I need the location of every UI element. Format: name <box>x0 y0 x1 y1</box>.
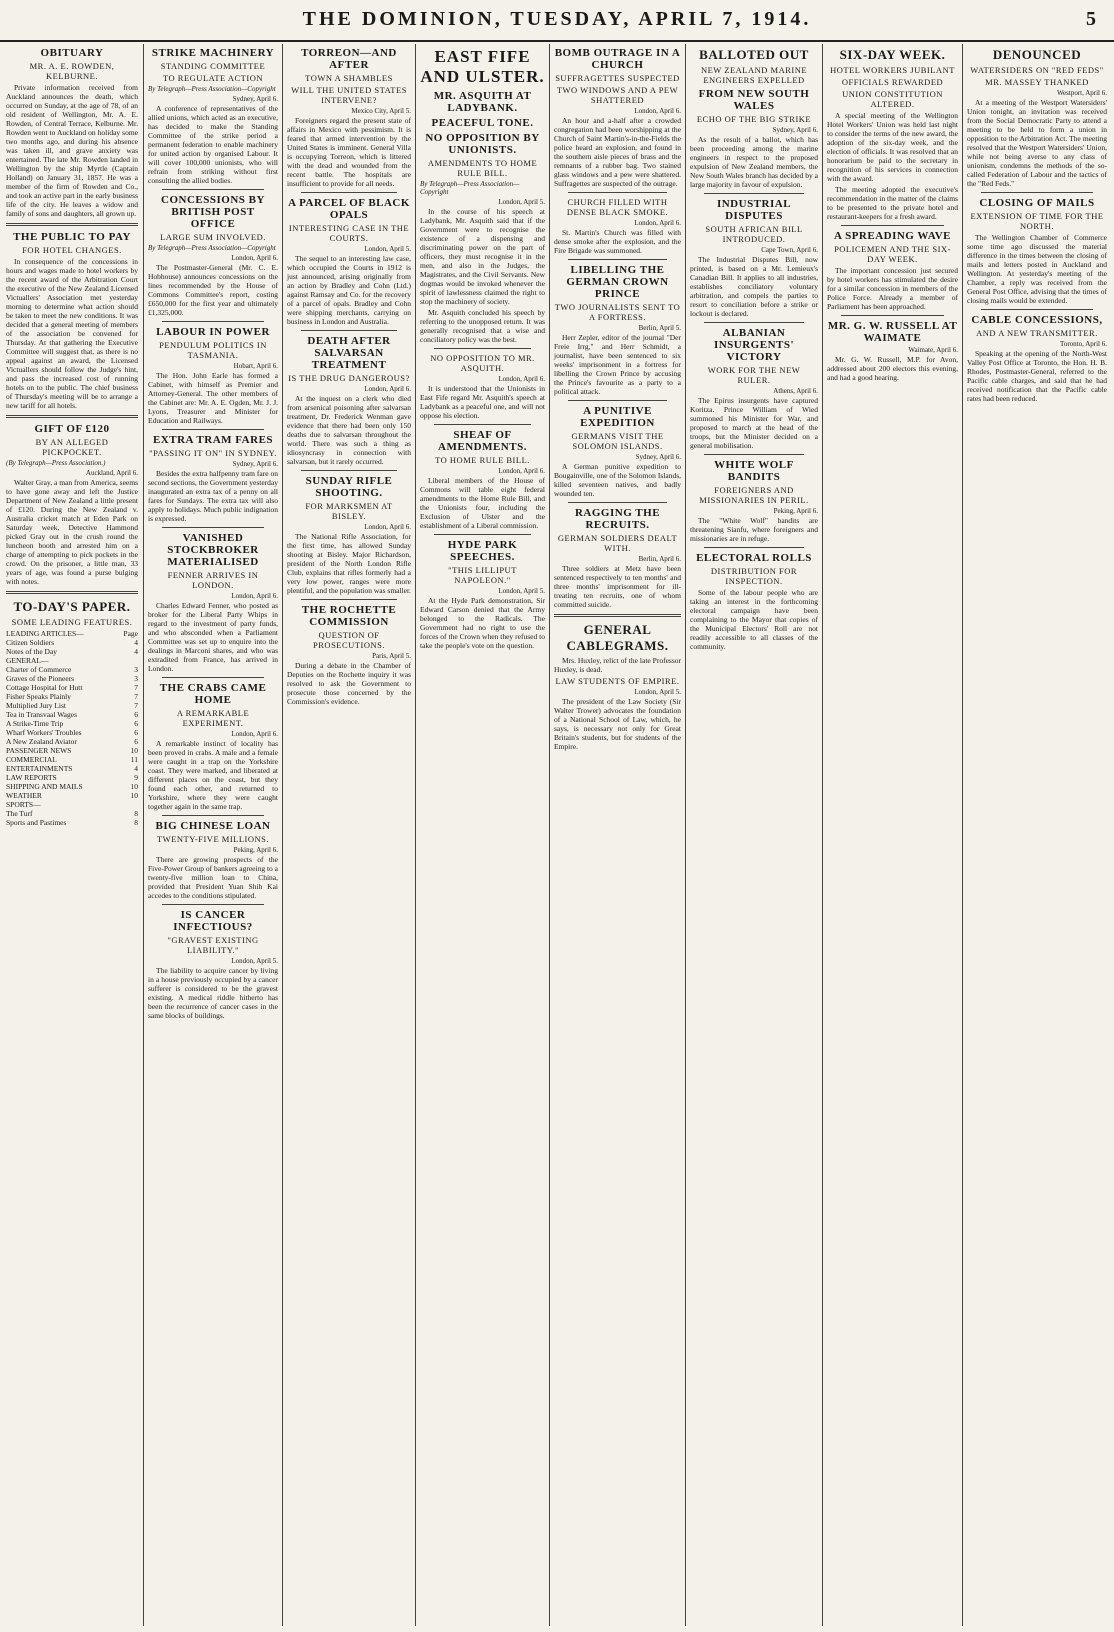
amendments-text: Liberal members of the House of Commons will table eight federal amendments to the Home Rule Bill, and the Unionists four, including the Exclusion of Ulster and the establishment of a Liberal commission. <box>420 476 545 530</box>
rifle-heading: SUNDAY RIFLE SHOOTING. <box>305 475 393 499</box>
date: London, April 6. <box>634 107 681 115</box>
industrial-heading: INDUSTRIAL DISPUTES <box>716 198 792 222</box>
salvarsan-heading: DEATH AFTER SALVARSAN TREATMENT <box>307 335 391 371</box>
index-page: 6 <box>134 728 138 737</box>
loan-text: There are growing prospects of the Five-Power Group of bankers agreeing to a twenty-five million loan to China, provided that President Yuan Shih Kai accedes to the conditions stipulated. <box>148 855 278 900</box>
divider <box>301 470 397 471</box>
todays-paper-subheading: SOME LEADING FEATURES. <box>11 617 133 627</box>
amendments-heading: SHEAF OF AMENDMENTS. <box>438 429 527 453</box>
date: London, April 6. <box>364 385 411 393</box>
divider <box>434 534 531 535</box>
date: Cape Town, April 6. <box>761 246 818 254</box>
index-page: 3 <box>134 674 138 683</box>
spreading-wave-heading: A SPREADING WAVE <box>833 230 951 242</box>
electoral-text: Some of the labour people who are taking an interest in the forthcoming electoral campaign have been complaining to the Mayor that copies of the Municipal Electors' Roll are not readily accessible to all classes of the community. <box>690 588 818 651</box>
salvarsan-subheading: IS THE DRUG DANGEROUS? <box>288 373 410 383</box>
index-label: GENERAL— <box>6 656 49 665</box>
opals-heading: A PARCEL OF BLACK OPALS <box>288 197 410 221</box>
six-day-subheading-2: OFFICIALS REWARDED <box>841 77 944 87</box>
cable-concessions-text: Speaking at the opening of the North-West Valley Post Office at Toronto, the Hon. H. B. Rhodes, Postmaster-General, referred to the Pacific cable charges, and said that he had received notification that the Pacific cable rates had been reduced. <box>967 349 1107 403</box>
index-label: A Strike-Time Trip <box>6 719 64 728</box>
divider <box>162 189 264 190</box>
stockbroker-heading: VANISHED STOCKBROKER MATERIALISED <box>167 532 259 568</box>
divider <box>162 527 264 528</box>
index-row <box>6 809 138 818</box>
divider <box>162 429 264 430</box>
cancer-text: The liability to acquire cancer by living in a house previously occupied by a cancer sufferer is considered to be the gravest existing. A medical riddle hitherto has been the recurrence of cancer cases in the same blocks of buildings. <box>148 966 278 1020</box>
intervene-subheading: WILL THE UNITED STATES INTERVENE? <box>291 85 407 105</box>
index-row <box>6 647 138 656</box>
denounced-heading: DENOUNCED <box>992 47 1082 62</box>
divider <box>704 193 804 194</box>
industrial-subheading: SOUTH AFRICAN BILL INTRODUCED. <box>705 224 803 244</box>
six-day-text: A special meeting of the Wellington Hotel Workers' Union was held last night to consider the terms of the new award, the adoption of the six-day week, and the election of officials. It was resolved that an honorarium be paid to the secretary in recognition of his services in connection with the award. <box>827 111 958 183</box>
index-label: A New Zealand Aviator <box>6 737 77 746</box>
divider <box>434 424 531 425</box>
divider <box>162 321 264 322</box>
gift-subheading: BY AN ALLEGED PICKPOCKET. <box>35 437 109 457</box>
balloted-subheading-2: FROM NEW SOUTH WALES <box>698 88 810 112</box>
law-students-text: The president of the Law Society (Sir Walter Trower) advocates the foundation of a National School of Law, which, he says, is necessary not only for Great Britain's students, but for students of the Empire. <box>554 697 681 751</box>
divider <box>301 330 397 331</box>
date: London, April 5. <box>634 688 681 696</box>
date: London, April 6. <box>231 592 278 600</box>
index-row <box>6 800 138 809</box>
gift-heading: GIFT OF £120 <box>34 423 110 435</box>
strike-heading: STRIKE MACHINERY <box>151 47 275 59</box>
divider <box>704 547 804 548</box>
mails-heading: CLOSING OF MAILS <box>979 197 1095 209</box>
divider <box>301 599 397 600</box>
balloted-heading: BALLOTED OUT <box>699 47 809 62</box>
index-page: 6 <box>134 710 138 719</box>
divider <box>981 309 1093 310</box>
column-2 <box>144 44 282 1626</box>
labour-heading: LABOUR IN POWER <box>156 326 270 338</box>
gift-text: Walter Gray, a man from America, seems to have gone away and left the Justice Department of New Zealand a little present of £120. During the New Zealand v. Australia cricket match at Eden Park on Saturday week, Detective Hammond picked Gray out in the crush round the luncheon booth and arrested him on a charge of attempting to pick pockets in the crowd. On the prisoner, a little man, 33 years of age, was found a purse bulging with notes. <box>6 478 138 586</box>
east-fife-subheading-2: PEACEFUL TONE. <box>431 117 534 129</box>
amendments-subheading: TO HOME RULE BILL. <box>435 455 530 465</box>
six-day-subheading-3: UNION CONSTITUTION ALTERED. <box>842 89 943 109</box>
labour-subheading: PENDULUM POLITICS IN TASMANIA. <box>159 340 267 360</box>
index-row <box>6 782 138 791</box>
east-fife-subheading: MR. ASQUITH AT LADYBANK. <box>433 90 532 114</box>
divider <box>704 454 804 455</box>
date: Mexico City, April 5. <box>351 107 411 115</box>
index-label: Citizen Soldiers <box>6 638 55 647</box>
index-page: 4 <box>134 647 138 656</box>
date: Berlin, April 5. <box>638 324 681 332</box>
index-page: 6 <box>134 719 138 728</box>
law-students-subheading: LAW STUDENTS OF EMPIRE. <box>555 676 680 686</box>
post-heading: CONCESSIONS BY BRITISH POST OFFICE <box>161 194 265 230</box>
index-row <box>6 791 138 800</box>
east-fife-text-2: Mr. Asquith concluded his speech by referring to the unopposed return. It was generally recognised that a wise and conciliatory policy was the best. <box>420 308 545 344</box>
cablegrams-text: Mrs. Huxley, relict of the late Professor Huxley, is dead. <box>554 656 681 674</box>
electoral-subheading: DISTRIBUTION FOR INSPECTION. <box>710 566 798 586</box>
torreon-heading: TORREON—AND AFTER <box>301 47 397 71</box>
public-to-pay-text: In consequence of the concessions in hours and wages made to hotel workers by the recent award of the Arbitration Court the executive of the New Zealand Licensed Victuallers' Association met yesterday morning to determine what action should be taken to meet the new conditions. It was decided that a general meeting of members of the association be convened for Thursday. At that gathering the Executive Committee will suggest that, as there is no appeal against an award, the Licensed Victuallers should follow the Judge's hint, and pass the increased cost of running hotels on to the public. The chief business of Thursday's meeting will be to arrange a new tariff for all hotels. <box>6 257 138 410</box>
index-row <box>6 710 138 719</box>
index-label: Graves of the Pioneers <box>6 674 75 683</box>
index-page: 7 <box>134 683 138 692</box>
dateline: (By Telegraph—Press Association.) <box>6 459 106 467</box>
tram-text: Besides the extra halfpenny tram fare on second sections, the Government yesterday inaugurated an extra tax of a penny on all fares for Sundays. The extra tax will also apply to holidays. Much public indignation is expressed. <box>148 469 278 523</box>
date: Peking, April 6. <box>773 507 818 515</box>
tram-heading: EXTRA TRAM FARES <box>152 434 274 446</box>
date: London, April 6. <box>498 467 545 475</box>
divider <box>568 259 667 260</box>
divider <box>6 223 138 226</box>
white-wolf-text: The "White Wolf" bandits are threatening Sianfu, where foreigners and missionaries are in refuge. <box>690 516 818 543</box>
stockbroker-text: Charles Edward Fenner, who posted as broker for the Liberal Party Whips in regard to the investment of party funds, and who absconded when a Parliament Committee was set up to enquire into the dealings in Marconi shares, and who was extradited from France, has arrived in London. <box>148 601 278 673</box>
date: Sydney, April 6. <box>635 453 681 461</box>
hyde-park-text: At the Hyde Park demonstration, Sir Edward Carson denied that the Army belonged to the Radicals. The Government had no right to use the forces of the Crown when they refused to take the people's vote on the question. <box>420 596 545 650</box>
east-fife-heading: EAST FIFE AND ULSTER. <box>420 47 545 86</box>
ragging-text: Three soldiers at Metz have been sentenced respectively to ten months' and three months' imprisonment for ill-treating ten recruits, one of whom committed suicide. <box>554 564 681 609</box>
date: Peking, April 6. <box>233 846 278 854</box>
todays-paper-heading: TO-DAY'S PAPER. <box>13 599 131 614</box>
index-row <box>6 764 138 773</box>
ragging-subheading: GERMAN SOLDIERS DEALT WITH. <box>557 533 678 553</box>
crown-prince-subheading: TWO JOURNALISTS SENT TO A FORTRESS. <box>554 302 681 322</box>
index-page: 11 <box>130 755 138 764</box>
cancer-subheading: "GRAVEST EXISTING LIABILITY." <box>167 935 259 955</box>
east-fife-subheading-4: AMENDMENTS TO HOME RULE BILL. <box>427 158 538 178</box>
cable-concessions-heading: CABLE CONCESSIONS, <box>971 314 1103 326</box>
denounced-subheading: WATERSIDERS ON "RED FEDS" <box>970 65 1104 75</box>
index-row <box>6 719 138 728</box>
rochette-subheading: QUESTION OF PROSECUTIONS. <box>313 630 385 650</box>
east-fife-text: In the course of his speech at Ladybank, Mr. Asquith said that if the Government were to recognise the existence of a dispensing and discriminating power on the part of officers, they must recognise it in the men, and also in the Judges, the Magistrates, and the Civil Servants. New dogmas would be invoked whenever the spirit of lawlessness claimed the right to stop the machinery of society. <box>420 207 545 306</box>
index-label: COMMERCIAL <box>6 755 57 764</box>
index-row <box>6 701 138 710</box>
loan-subheading: TWENTY-FIVE MILLIONS. <box>156 834 269 844</box>
post-subheading: LARGE SUM INVOLVED. <box>160 232 266 242</box>
date: Sydney, April 6. <box>772 126 818 134</box>
six-day-text-2: The meeting adopted the executive's recommendation in the matter of the claims to be presented to the private hotel and restaurant-keepers for a fresh award. <box>827 185 958 221</box>
hyde-park-subheading: "THIS LILLIPUT NAPOLEON." <box>448 565 517 585</box>
obituary-heading: OBITUARY <box>40 47 104 59</box>
contents-index <box>6 629 138 827</box>
spreading-wave-text: The important concession just secured by hotel workers has stimulated the desire for a similar concession in members of the Police Force. Already a member of Parliament has been approached. <box>827 266 958 311</box>
six-day-subheading: HOTEL WORKERS JUBILANT <box>830 65 955 75</box>
albanian-heading: ALBANIAN INSURGENTS' VICTORY <box>713 327 795 363</box>
masthead <box>0 0 1114 42</box>
dateline: By Telegraph—Press Association—Copyright <box>420 180 520 196</box>
bomb-subheading-2: TWO WINDOWS AND A PEW SHATTERED <box>556 85 679 105</box>
cancer-heading: IS CANCER INFECTIOUS? <box>173 909 253 933</box>
date: Paris, April 5. <box>372 652 411 660</box>
index-page: 3 <box>134 665 138 674</box>
date: London, April 5. <box>498 198 545 206</box>
public-to-pay-heading: THE PUBLIC TO PAY <box>13 231 131 243</box>
index-label: WEATHER <box>6 791 42 800</box>
denounced-subheading-2: MR. MASSEY THANKED <box>985 77 1089 87</box>
strike-subheading-2: TO REGULATE ACTION <box>163 73 263 83</box>
index-label: The Turf <box>6 809 33 818</box>
opals-subheading: INTERESTING CASE IN THE COURTS. <box>288 223 410 243</box>
bomb-subheading: SUFFRAGETTES SUSPECTED <box>555 73 680 83</box>
crown-prince-heading: LIBELLING THE GERMAN CROWN PRINCE <box>566 264 669 300</box>
mails-text: The Wellington Chamber of Commerce some time ago discussed the material difference in the times between the closing of mails and letters posted in Auckland and Wellington. At yesterday's meeting of the Chamber, a reply was received from the General Post Office, advising that the times of closing mails would be extended. <box>967 233 1107 305</box>
rifle-text: The National Rifle Association, for the first time, has allowed Sunday shooting at Bisley. Major Richardson, president of the North London Rifle Club, explains that rifles formerly had a very low power, ranges were more plentiful, and the population was smaller. <box>287 532 411 595</box>
opals-text: The sequel to an interesting law case, which occupied the Courts in 1912 is just announced, arising originally from an action by Bradley and Cohn (Ltd.) against Ramsay and Co. for the recovery of a parcel of opals. Bradley and Cohn were shipping merchants, carrying on business in London and Australia. <box>287 254 411 326</box>
index-page: 10 <box>130 791 138 800</box>
index-row <box>6 746 138 755</box>
index-label: Fisher Speaks Plainly <box>6 692 71 701</box>
no-opposition-text: It is understood that the Unionists in East Fife regard Mr. Asquith's speech at Ladybank as a peaceful one, and will not oppose his election. <box>420 384 545 420</box>
divider <box>568 502 667 503</box>
mails-subheading: EXTENSION OF TIME FOR THE NORTH. <box>970 211 1104 231</box>
divider <box>554 614 681 617</box>
index-row <box>6 818 138 827</box>
crabs-subheading: A REMARKABLE EXPERIMENT. <box>176 708 250 728</box>
index-page: 7 <box>134 692 138 701</box>
index-page: 10 <box>130 746 138 755</box>
column-5 <box>550 44 685 1626</box>
balloted-text: As the result of a ballot, which has been proceeding among the marine engineers in respect to the proposed expulsion of New Zealand members, the New South Wales branch has decided by a large majority in favour of expulsion. <box>690 135 818 189</box>
index-label: PASSENGER NEWS <box>6 746 72 755</box>
page-number: 5 <box>1086 8 1096 30</box>
spreading-wave-subheading: POLICEMEN AND THE SIX-DAY WEEK. <box>834 244 951 264</box>
strike-text: A conference of representatives of the allied unions, which acted as an executive, has decided to make the Standing Committee of the strike period a permanent federation to enable machinery for united action by organised Labour. It will cover 100,000 unionists, who will refrain from striking without first consulting the allied bodies. <box>148 104 278 185</box>
date: Auckland, April 6. <box>85 469 138 477</box>
date: Sydney, April 6. <box>232 95 278 103</box>
index-row <box>6 755 138 764</box>
divider <box>434 348 531 349</box>
date: Athens, April 6. <box>773 387 818 395</box>
index-label: Cottage Hospital for Hutt <box>6 683 83 692</box>
balloted-subheading: NEW ZEALAND MARINE ENGINEERS EXPELLED <box>700 65 808 85</box>
column-3 <box>283 44 415 1626</box>
ragging-heading: RAGGING THE RECRUITS. <box>574 507 661 531</box>
crabs-text: A remarkable instinct of locality has been proved in crabs. A male and a female were caught in a trap on the Yorkshire coast. They were marked, and liberated at different places on the coast, but they found each other, and returned to Yorkshire, where they were caught together again in the same trap. <box>148 739 278 811</box>
dateline: By Telegraph—Press Association—Copyright <box>148 85 276 93</box>
divider <box>6 591 138 594</box>
labour-text: The Hon. John Earle has formed a Cabinet, with himself as Premier and Attorney-General. The other members of the Cabinet are: Mr. A. E. Ogden, Mr. J. J. Lyons, Treasurer and Minister for Education and Railways. <box>148 371 278 425</box>
punitive-subheading: GERMANS VISIT THE SOLOMON ISLANDS. <box>571 431 664 451</box>
index-row <box>6 656 138 665</box>
date: London, April 6. <box>364 523 411 531</box>
column-6 <box>686 44 822 1626</box>
index-label: Notes of the Day <box>6 647 58 656</box>
punitive-text: A German punitive expedition to Bougainville, one of the Solomon Islands, killed seventeen natives, and badly wounded ten. <box>554 462 681 498</box>
divider <box>568 192 667 193</box>
index-page: 6 <box>134 737 138 746</box>
index-row <box>6 773 138 782</box>
electoral-heading: ELECTORAL ROLLS <box>696 552 812 564</box>
index-label: Multiplied Jury List <box>6 701 66 710</box>
index-row <box>6 737 138 746</box>
index-label: Charter of Commerce <box>6 665 72 674</box>
obituary-text: Private information received from Auckland announces the death, which occurred on Sunday, at the age of 78, of an old resident of Wellington, Mr. A. E. Rowden, of Central Terrace, Kelburne. Mr. Rowden went to Auckland on holiday some two months ago, and during his absence was taken ill, and grave anxiety was entertained. The late Mr. Rowden landed in Wellington by the ship Myrtle (Captain Holland) on January 31, 1857. He was a member of the firm of Rowden and Co., and took an active part in the early business life of the city. He leaves a widow and family of sons and daughters, all grown up. <box>6 83 138 218</box>
date: London, April 6. <box>498 375 545 383</box>
index-row <box>6 692 138 701</box>
index-row <box>6 674 138 683</box>
stockbroker-subheading: FENNER ARRIVES IN LONDON. <box>167 570 259 590</box>
index-row <box>6 683 138 692</box>
divider <box>301 192 397 193</box>
rifle-subheading: FOR MARKSMEN AT BISLEY. <box>305 501 393 521</box>
loan-heading: BIG CHINESE LOAN <box>155 820 271 832</box>
date: Sydney, April 6. <box>232 460 278 468</box>
index-row <box>6 728 138 737</box>
rochette-text: During a debate in the Chamber of Deputies on the Rochette inquiry it was resolved to ask the Government to prosecute those concerned by the Commission's evidence. <box>287 661 411 706</box>
bomb-text: An hour and a-half after a crowded congregation had been worshipping at the Church of Saint Martin's-in-the-Fields the police heard an explosion, and found in the southern aisle pieces of brass and the remnants of a rubber bag. Two stained glass windows and a pew were shattered. Suffragettes are suspected of the outrage. <box>554 116 681 188</box>
torreon-text: Foreigners regard the present state of affairs in Mexico with pessimism. It is feared that armed intervention by the United States is imminent. General Villa is occupying Torreon, which is littered with the dead and wounded from the recent battle. The hospitals are insufficient to provide for all needs. <box>287 116 411 188</box>
index-page: 8 <box>134 818 138 827</box>
russell-heading: MR. G. W. RUSSELL AT WAIMATE <box>827 320 958 344</box>
crabs-heading: THE CRABS CAME HOME <box>159 682 267 706</box>
industrial-text: The Industrial Disputes Bill, now printed, is based on a Mr. Lemieux's Canadian Bill. It applies to all industries, establishes conciliatory voluntary arbitration, and compels the parties to resort to conciliation before a strike or lockout is declared. <box>690 255 818 318</box>
column-8 <box>963 44 1111 1626</box>
divider <box>6 415 138 418</box>
denounced-text: At a meeting of the Westport Watersiders' Union tonight, an invitation was received from the Social Democratic Party to attend a meeting to be held to form a union in opposition to the Arbitration Act. The meeting resolved that the Westport Watersiders' Union, while not being averse to any class of unionism, condemns the methods of the so-called Federation of Labour and the tactics of the "Red Feds." <box>967 98 1107 188</box>
index-label: Wharf Workers' Troubles <box>6 728 82 737</box>
index-label: SPORTS— <box>6 800 41 809</box>
index-row <box>6 665 138 674</box>
index-label: LEADING ARTICLES— <box>6 629 84 638</box>
index-page: 4 <box>134 638 138 647</box>
index-row <box>6 638 138 647</box>
strike-subheading: STANDING COMMITTEE <box>160 61 266 71</box>
post-text: The Postmaster-General (Mr. C. E. Hobhouse) announces concessions on the lines recommended by the House of Commons Committee's report, costing £650,000 for the first year and ultimately £1,325,000. <box>148 263 278 317</box>
date: London, April 6. <box>231 730 278 738</box>
no-opposition-subheading: NO OPPOSITION TO MR. ASQUITH. <box>430 353 535 373</box>
divider <box>162 904 264 905</box>
albanian-subheading: WORK FOR THE NEW RULER. <box>707 365 801 385</box>
date: Westport, April 6. <box>1057 89 1107 97</box>
column-4 <box>416 44 549 1626</box>
newspaper-title: THE DOMINION, TUESDAY, APRIL 7, 1914. <box>302 8 812 30</box>
smoke-subheading: CHURCH FILLED WITH DENSE BLACK SMOKE. <box>566 197 669 217</box>
date: Hobart, April 6. <box>233 362 278 370</box>
index-page: Page <box>123 629 138 638</box>
six-day-heading: SIX-DAY WEEK. <box>839 47 946 62</box>
divider <box>568 400 667 401</box>
date: Waimate, April 6. <box>908 346 958 354</box>
divider <box>841 225 944 226</box>
index-page: 4 <box>134 764 138 773</box>
white-wolf-heading: WHITE WOLF BANDITS <box>714 459 794 483</box>
date: London, April 6. <box>231 254 278 262</box>
smoke-text: St. Martin's Church was filled with dense smoke after the explosion, and the Fire Brigade was summoned. <box>554 228 681 255</box>
index-label: ENTERTAINMENTS <box>6 764 73 773</box>
index-label: Tea in Transvaal Wages <box>6 710 78 719</box>
punitive-heading: A PUNITIVE EXPEDITION <box>580 405 655 429</box>
index-row <box>6 629 138 638</box>
tram-subheading: "PASSING IT ON" IN SYDNEY. <box>149 448 277 458</box>
index-page: 9 <box>134 773 138 782</box>
cable-concessions-subheading: AND A NEW TRANSMITTER. <box>976 328 1098 338</box>
bomb-heading: BOMB OUTRAGE IN A CHURCH <box>554 47 681 71</box>
rochette-heading: THE ROCHETTE COMMISSION <box>301 604 397 628</box>
white-wolf-subheading: FOREIGNERS AND MISSIONARIES IN PERIL. <box>699 485 809 505</box>
index-page: 7 <box>134 701 138 710</box>
divider <box>162 815 264 816</box>
torreon-subheading: TOWN A SHAMBLES <box>305 73 393 83</box>
obituary-subheading: MR. A. E. ROWDEN, KELBURNE. <box>29 61 115 81</box>
index-page: 10 <box>130 782 138 791</box>
albanian-text: The Epirus insurgents have captured Koritza. Prince William of Wied summoned his Minister for War, and proposed to march at the head of the troops, but the Minister decided on a general mobilisation. <box>690 396 818 450</box>
date: Toronto, April 6. <box>1060 340 1107 348</box>
cablegrams-heading: GENERAL CABLEGRAMS. <box>566 622 669 653</box>
public-to-pay-subheading: FOR HOTEL CHANGES. <box>22 245 122 255</box>
date: London, April 5. <box>498 587 545 595</box>
hyde-park-heading: HYDE PARK SPEECHES. <box>447 539 518 563</box>
date: London, April 6. <box>634 219 681 227</box>
column-1 <box>2 44 142 1626</box>
divider <box>704 322 804 323</box>
index-label: Sports and Pastimes <box>6 818 67 827</box>
divider <box>841 315 944 316</box>
east-fife-subheading-3: NO OPPOSITION BY UNIONISTS. <box>425 132 540 156</box>
date: London, April 5. <box>231 957 278 965</box>
salvarsan-text: At the inquest on a clerk who died from arsenical poisoning after salvarsan treatment, Dr. Frederick Wenman gave evidence that there had been only 150 deaths due to salvarsan throughout the world. There was such a thing as idiosyncrasy in connection with salvarsan, but it rarely occurred. <box>287 394 411 466</box>
russell-text: Mr. G. W. Russell, M.P. for Avon, addressed about 200 electors this evening, and had a good hearing. <box>827 355 958 382</box>
index-label: SHIPPING AND MAILS <box>6 782 83 791</box>
date: London, April 5. <box>364 245 411 253</box>
index-label: LAW REPORTS <box>6 773 57 782</box>
column-7 <box>823 44 962 1626</box>
divider <box>162 677 264 678</box>
crown-prince-text: Herr Zepler, editor of the journal "Der Freie Irrg," and Herr Schmidt, a journalist, have been sentenced to six weeks' imprisonment in a fortress for libelling the Crown Prince by accusing the Prince's favourite as a party to a political attack. <box>554 333 681 396</box>
index-page: 8 <box>134 809 138 818</box>
date: Berlin, April 6. <box>638 555 681 563</box>
echo-subheading: ECHO OF THE BIG STRIKE <box>696 114 812 124</box>
dateline: By Telegraph—Press Association—Copyright <box>148 244 276 252</box>
divider <box>981 192 1093 193</box>
